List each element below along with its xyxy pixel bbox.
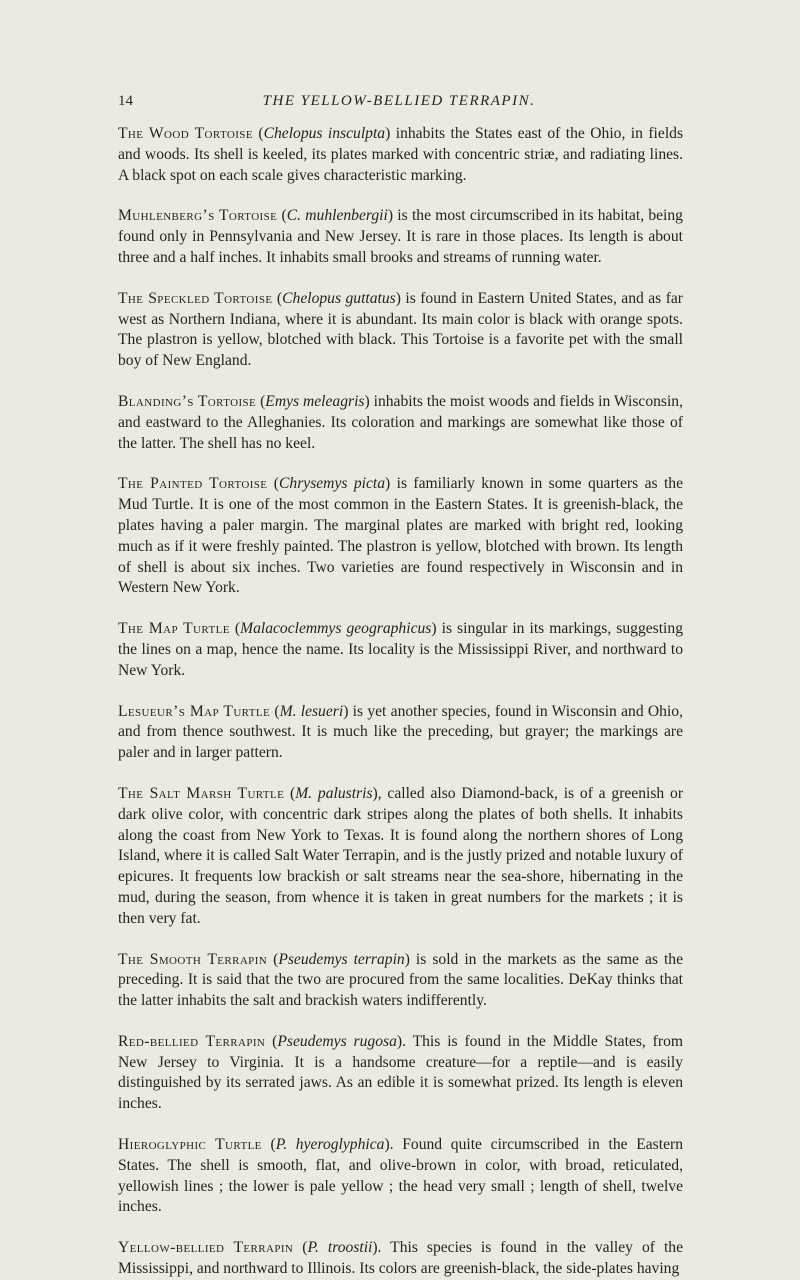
paragraph-salt-marsh-turtle (118, 784, 683, 930)
paren-open: ( (277, 207, 287, 225)
paren-close: ). (372, 1239, 382, 1257)
paren-open: ( (272, 289, 283, 307)
paren-close: ). (396, 1032, 406, 1050)
paragraph-text: is singular in its markings, suggesting the lines on a map, hence the name. Its locality is the Mississippi River, and northward to New York. (118, 620, 683, 679)
paren-close: ) (372, 784, 378, 802)
scientific-name: P. troostii (307, 1239, 373, 1257)
paragraph-text: is sold in the markets as the same as the preceding. It is said that the two are procured from the same localities. DeKay thinks that the latter inhabits the salt and brackish waters indifferently. (118, 950, 684, 1010)
running-title: THE YELLOW-BELLIED TERRAPIN. (262, 93, 536, 109)
species-name: The Map Turtle (118, 620, 230, 638)
paragraph-map-turtle (118, 619, 683, 681)
paren-close: ) (431, 620, 437, 638)
paren-open: ( (261, 1136, 276, 1154)
scientific-name: Chelopus guttatus (282, 289, 396, 307)
page-number: 14 (118, 93, 133, 109)
paren-open: ( (256, 392, 266, 410)
scientific-name: M. palustris (295, 784, 373, 802)
scientific-name: Malacoclemmys geographicus (240, 620, 432, 638)
paragraph-text: Found quite circumscribed in the Eastern States. The shell is smooth, flat, and olive-brown in color, with broad, reticulated, yellowish lines ; the lower is pale yellow ; the head very small ; length of shell, twelve inches. (118, 1136, 683, 1216)
species-name: The Wood Tortoise (118, 125, 253, 142)
paragraph-text: is familiarly known in some quarters as the Mud Turtle. It is one of the most common in the Eastern States. It is greenish-black, the plates having a paler margin. The marginal plates are marked with bright red, looking much as if it were freshly painted. The plastron is yellow, blotched with brown. Its length of shell is about six inches. Two varieties are found respectively in Wisconsin and in Western New York. (118, 475, 683, 597)
paren-close: ) (404, 950, 410, 968)
paragraph-text: is yet another species, found in Wisconsin and Ohio, and from thence southwest. It is much like the preceding, but grayer; the markings are paler and in larger pattern. (118, 702, 683, 762)
paren-close: ) (385, 475, 391, 493)
paragraph-painted-tortoise (118, 474, 683, 599)
paren-open: ( (229, 620, 241, 638)
paragraph-yellow-bellied-terrapin (118, 1238, 683, 1280)
scientific-name: Pseudemys rugosa (277, 1032, 397, 1050)
paragraph-text: inhabits the moist woods and fields in Wisconsin, and eastward to the Alleghanies. Its coloration and markings are somewhat like those of the latter. The shell has no keel. (118, 392, 684, 452)
paren-close: ) (387, 207, 394, 225)
paren-close: ) (343, 702, 349, 720)
scientific-name: Pseudemys terrapin (278, 950, 405, 968)
paragraph-text: , called also Diamond-back, is of a greenish or dark olive color, with concentric dark stripes along the plates of both shells. It inhabits along the coast from New York to Texas. It is found along the northern shores of Long Island, where it is called Salt Water Terrapin, and is the justly prized and notable luxury of epicures. It frequents low brackish or salt streams near the sea-shore, hibernating in the mud, during the season, from whence it is taken in great numbers for the markets ; it is then very fat. (118, 784, 684, 927)
scientific-name: Emys meleagris (265, 392, 365, 410)
paragraph-text: is the most circumscribed in its habitat, being found only in Pennsylvania and New Jersey. It is rare in those places. Its length is about three and a half inches. It inhabits small brooks and streams of running water. (118, 207, 683, 266)
scientific-name: P. hyeroglyphica (275, 1136, 385, 1154)
paren-open: ( (284, 784, 296, 802)
species-name: Red-bellied Terrapin (118, 1032, 266, 1050)
paragraph-text: inhabits the States east of the Ohio, in fields and woods. Its shell is keeled, its plates marked with concentric striæ, and radiating lines. A black spot on each scale gives characteristic marking. (118, 125, 684, 184)
paren-close: ) (385, 125, 391, 142)
paren-open: ( (293, 1239, 308, 1257)
body-text (118, 124, 683, 1280)
species-name: Yellow-bellied Terrapin (118, 1239, 294, 1257)
paragraph-speckled-tortoise (118, 289, 683, 372)
scientific-name: C. muhlenbergii (286, 207, 388, 225)
paragraph-smooth-terrapin (118, 950, 683, 1012)
paren-close: ) (364, 392, 370, 410)
paragraph-wood-tortoise (118, 124, 683, 186)
species-name: The Speckled Tortoise (118, 289, 273, 307)
paren-close: ). (384, 1136, 394, 1154)
species-name: The Salt Marsh Turtle (118, 784, 285, 802)
paragraph-muhlenbergs-tortoise (118, 206, 683, 268)
scientific-name: Chelopus insculpta (263, 125, 386, 142)
scientific-name: Chrysemys picta (279, 475, 386, 493)
paren-close: ) (395, 289, 401, 307)
paren-open: ( (267, 950, 279, 968)
paragraph-text: This species is found in the valley of the Mississippi, and northward to Illinois. Its colors are greenish-black, the side-plates having (118, 1239, 683, 1278)
paragraph-blandings-tortoise (118, 392, 683, 454)
paragraph-text: This is found in the Middle States, from New Jersey to Virginia. It is a handsome creature—for a reptile—and is easily distinguished by its serrated jaws. As an edible it is somewhat prized. Its length is eleven inches. (118, 1032, 683, 1113)
paren-open: ( (270, 702, 280, 720)
paren-open: ( (265, 1032, 278, 1050)
species-name: Lesueur’s Map Turtle (118, 702, 271, 720)
paragraph-text: is found in Eastern United States, and as far west as Northern Indiana, where it is abundant. Its main color is black with orange spots. The plastron is yellow, blotched with black. This Tortoise is a favorite pet with the small boy of New England. (118, 289, 684, 370)
species-name: Muhlenberg’s Tortoise (118, 207, 278, 225)
page-header (118, 93, 680, 115)
paragraph-red-bellied-terrapin (118, 1032, 683, 1115)
species-name: The Smooth Terrapin (118, 950, 268, 968)
paren-open: ( (252, 125, 264, 142)
species-name: Hieroglyphic Turtle (118, 1136, 262, 1154)
scientific-name: M. lesueri (279, 702, 344, 720)
paren-open: ( (267, 475, 279, 493)
species-name: Blanding’s Tortoise (118, 392, 257, 410)
paragraph-hieroglyphic-turtle (118, 1135, 683, 1218)
species-name: The Painted Tortoise (118, 475, 268, 493)
paragraph-lesueurs-map-turtle (118, 702, 683, 764)
